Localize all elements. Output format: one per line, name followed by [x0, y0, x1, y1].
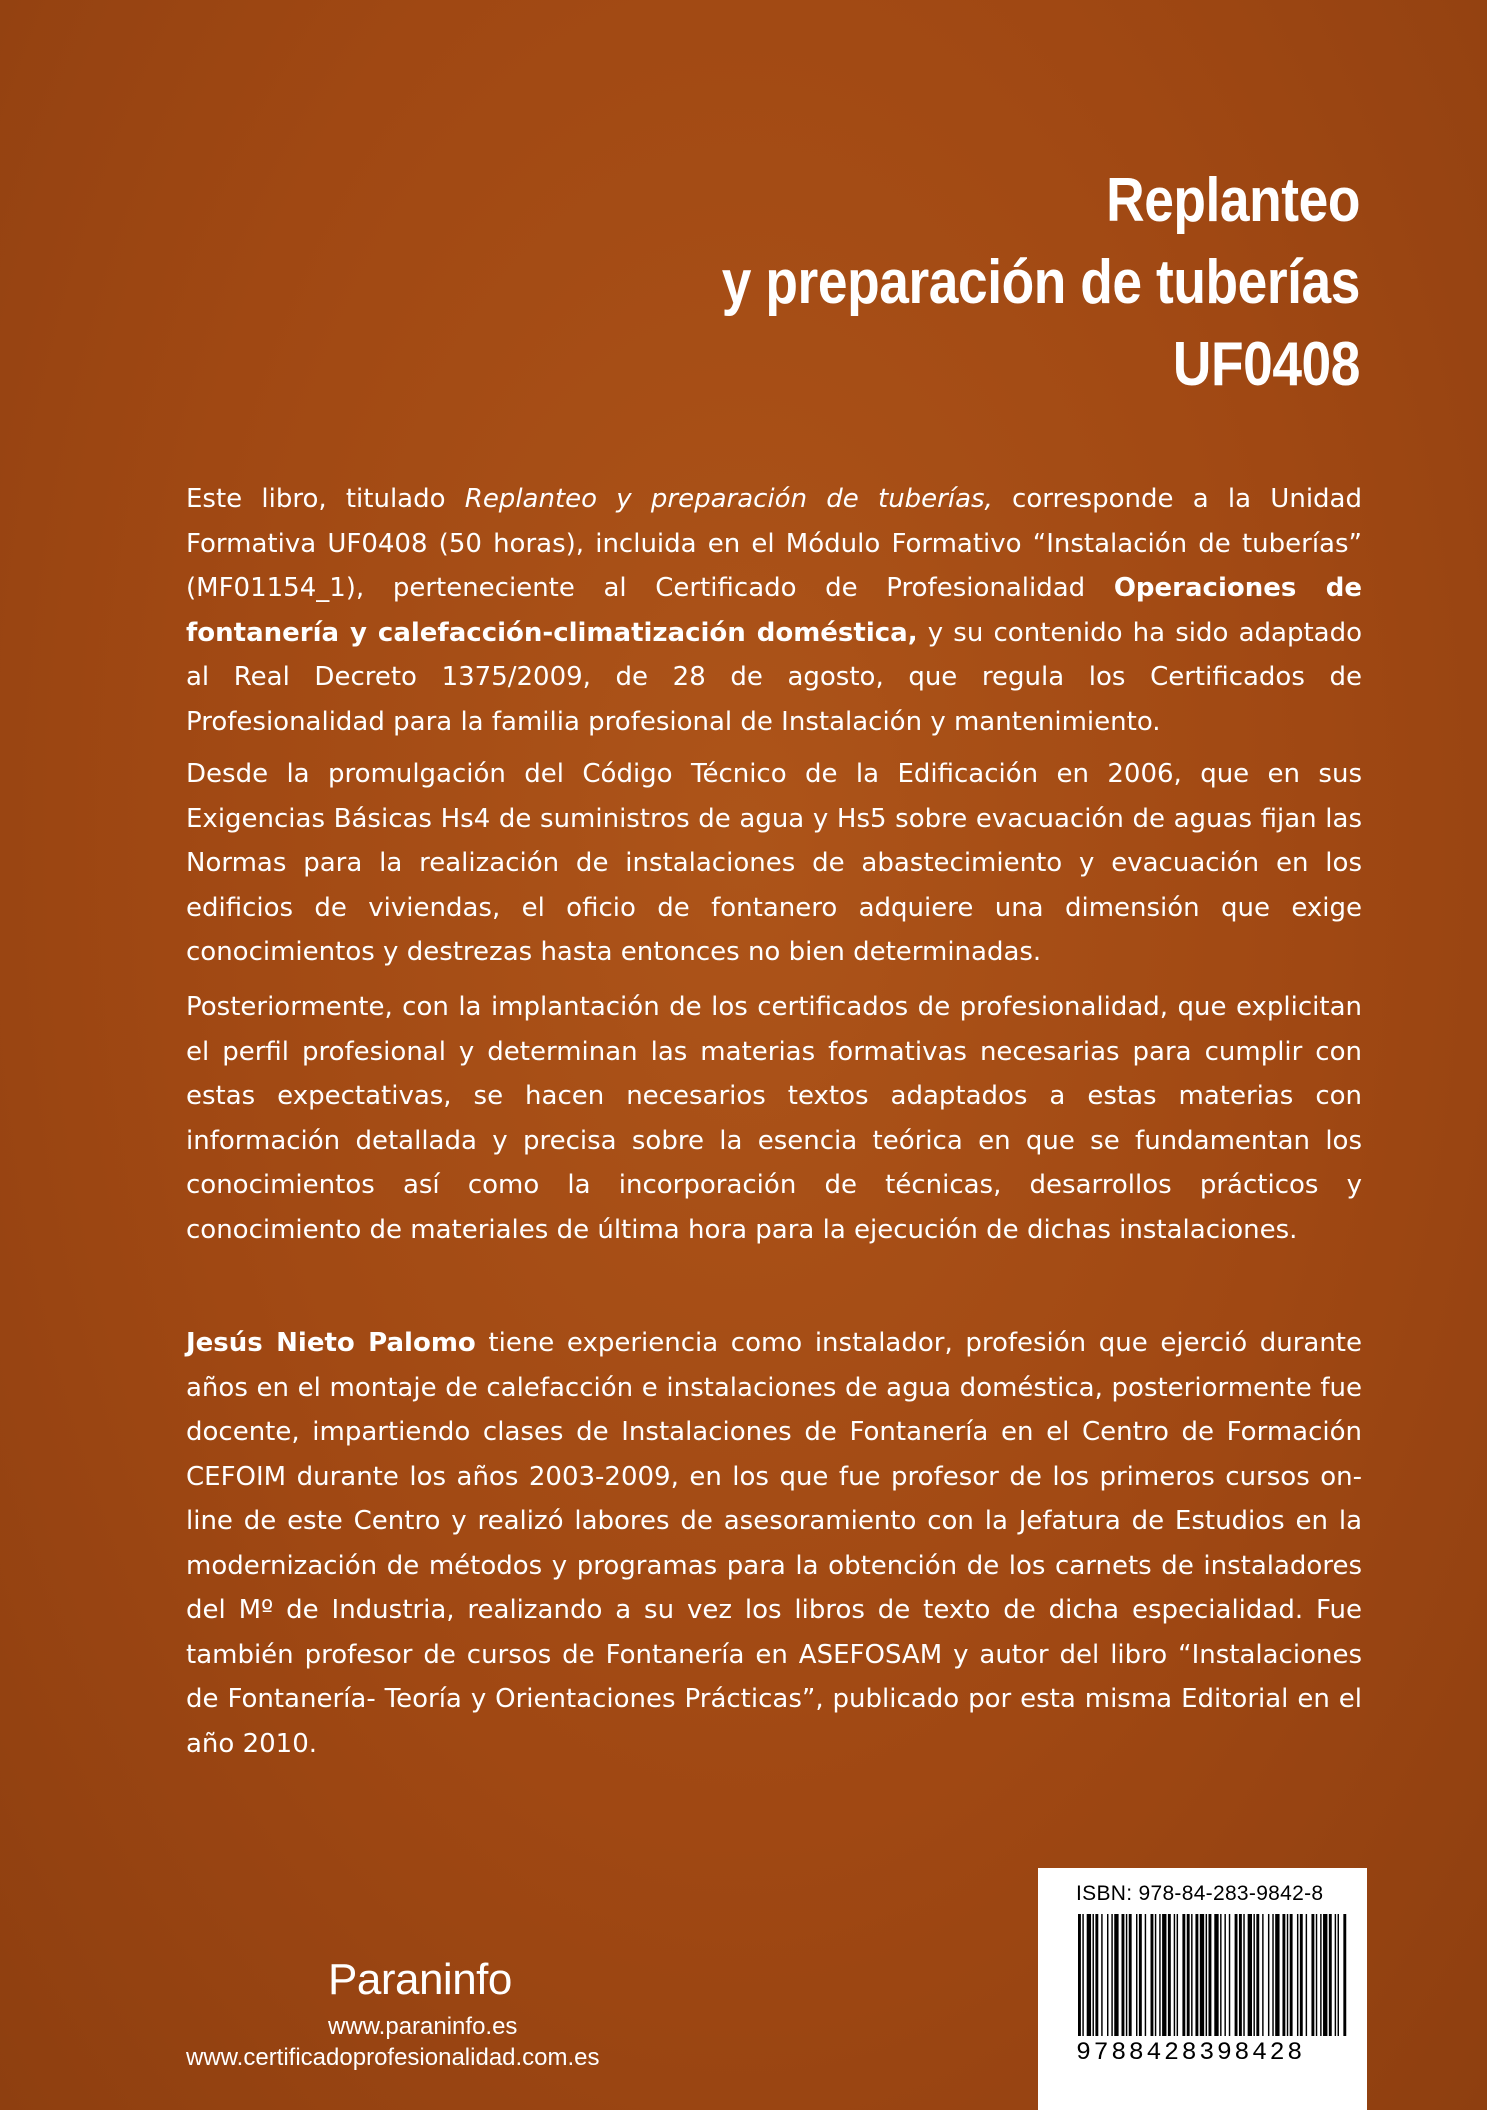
- barcode-digits: 9788428398428: [1076, 2038, 1305, 2067]
- barcode-icon: [1076, 1914, 1347, 2036]
- description-paragraph-1: [186, 477, 1362, 744]
- author-name: Jesús Nieto Palomo: [186, 1328, 476, 1358]
- barcode-panel: [1038, 1868, 1367, 2110]
- isbn-label: ISBN: 978-84-283-9842-8: [1076, 1882, 1324, 1905]
- p1-text-c: y su contenido ha sido adaptado al Real Decreto 1375/2009, de 28 de agosto, que regula los Certificados de Profesionalidad para la familia profesional de Instalación y mantenimiento.: [186, 617, 1362, 737]
- p1-text-b: corresponde a la Unidad Formativa UF0408 (50 horas), incluida en el Módulo Formativo “Instalación de tuberías” (MF01154_1), perteneciente al Certificado de Profesionalidad: [186, 484, 1362, 603]
- certificate-url: www.certificadoprofesionalidad.com.es: [186, 2044, 600, 2071]
- p1-book-title: Replanteo y preparación de tuberías,: [464, 484, 993, 514]
- publisher-logo: Paraninfo: [328, 1955, 512, 2004]
- title-line-2: y preparación de tuberías: [721, 248, 1360, 317]
- author-bio-text: tiene experiencia como instalador, profesión que ejerció durante años en el montaje de calefacción e instalaciones de agua doméstica, posteriormente fue docente, impartiendo clases de Instalaciones de Fontanería en el Centro de Formación CEFOIM durante los años 2003-2009, en los que fue profesor de los primeros cursos on-line de este Centro y realizó labores de asesoramiento con la Jefatura de Estudios en la modernización de métodos y programas para la obtención de los carnets de instaladores del Mº de Industria, realizando a su vez los libros de texto de dicha especialidad. Fue también profesor de cursos de Fontanería en ASEFOSAM y autor del libro “Instalaciones de Fontanería- Teoría y Orientaciones Prácticas”, publicado por esta misma Editorial en el año 2010.: [186, 1328, 1362, 1759]
- p2-text: Desde la promulgación del Código Técnico de la Edificación en 2006, que en sus Exigencias Básicas Hs4 de suministros de agua y Hs5 sobre evacuación de aguas fijan las Normas para la realización de instalaciones de abastecimiento y evacuación en los edificios de viviendas, el oficio de fontanero adquiere una dimensión que exige conocimientos y destrezas hasta entonces no bien determinadas.: [186, 759, 1362, 967]
- title-line-1: Replanteo: [1106, 166, 1360, 235]
- p1-certificate-name: Operaciones de fontanería y calefacción-climatización doméstica,: [186, 573, 1362, 648]
- publisher-url: www.paraninfo.es: [328, 2013, 518, 2040]
- description-paragraph-3: [186, 985, 1362, 1252]
- title-code: UF0408: [1172, 330, 1360, 399]
- author-bio: [186, 1321, 1362, 1766]
- p1-text-a: Este libro, titulado: [186, 484, 465, 514]
- book-title: [414, 160, 1360, 406]
- p3-text: Posteriormente, con la implantación de los certificados de profesionalidad, que explicitan el perfil profesional y determinan las materias formativas necesarias para cumplir con estas expectativas, se hacen necesarios textos adaptados a estas materias con información detallada y precisa sobre la esencia teórica en que se fundamentan los conocimientos así como la incorporación de técnicas, desarrollos prácticos y conocimiento de materiales de última hora para la ejecución de dichas instalaciones.: [186, 992, 1362, 1245]
- description-paragraph-2: [186, 752, 1362, 975]
